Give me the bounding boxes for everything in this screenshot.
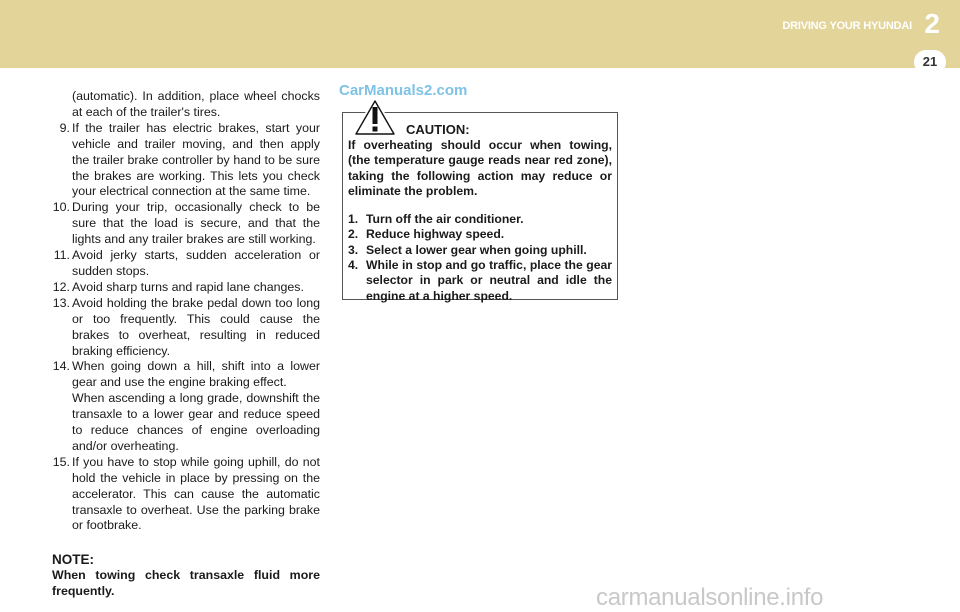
- caution-item: [348, 258, 612, 304]
- item-number: 14.: [52, 359, 70, 374]
- watermark-text: CarManuals2.com: [339, 82, 468, 99]
- caution-item: [348, 212, 612, 227]
- item-text: If the trailer has electric brakes, start your vehicle and trailer moving, and then apply the trailer brake controller by hand to be sure the brakes are working. This lets you check your electrical connection at the same time.: [72, 120, 320, 199]
- item-number: 15.: [52, 454, 70, 469]
- item-text: Avoid jerky starts, sudden acceleration or sudden stops.: [72, 248, 320, 278]
- item-text-main: When going down a hill, shift into a lower gear and use the engine braking effect.: [72, 359, 320, 390]
- caution-title: CAUTION:: [406, 122, 470, 137]
- caution-item-number: 4.: [348, 258, 359, 273]
- caution-item-text: While in stop and go traffic, place the gear selector in park or neutral and idle the engine at a higher speed.: [366, 258, 612, 303]
- warning-triangle-icon: [352, 97, 398, 137]
- caution-item-number: 3.: [348, 242, 359, 257]
- note-heading: NOTE:: [52, 552, 94, 568]
- caution-item-number: 2.: [348, 227, 359, 242]
- page-number: 21: [914, 50, 946, 74]
- list-item: [52, 121, 320, 201]
- caution-item-text: Turn off the air conditioner.: [366, 212, 524, 227]
- list-item: [52, 248, 320, 280]
- caution-item: [348, 243, 612, 258]
- list-item: [52, 200, 320, 248]
- left-column: [52, 89, 320, 600]
- caution-item: [348, 227, 612, 242]
- item-number: 13.: [52, 295, 70, 310]
- intro-text: (automatic). In addition, place wheel chocks at each of the trailer's tires.: [72, 89, 320, 119]
- item-number: 9.: [59, 120, 70, 135]
- caution-item-text: Select a lower gear when going uphill.: [366, 242, 587, 257]
- header-band: [0, 0, 960, 68]
- item-number: 10.: [52, 200, 70, 215]
- note-text: When towing check transaxle fluid more frequently.: [52, 568, 320, 599]
- list-item: [52, 455, 320, 535]
- caution-body: [348, 138, 612, 304]
- item-number: 11.: [53, 248, 70, 263]
- caution-item-number: 1.: [348, 212, 359, 227]
- item-text: Avoid holding the brake pedal down too long or too frequently. This could cause the brakes to overheat, resulting in reduced braking efficiency.: [72, 295, 320, 358]
- footer-watermark: carmanualsonline.info: [596, 584, 824, 611]
- item-text: If you have to stop while going uphill, do not hold the vehicle in place by pressing on the accelerator. This can cause the automatic transaxle to overheat. Use the parking brake or footbrake.: [72, 454, 320, 533]
- item-text: [72, 359, 320, 454]
- item-text: Avoid sharp turns and rapid lane changes.: [72, 279, 304, 294]
- item-text: During your trip, occasionally check to be sure that the load is secure, and that the lights and any trailer brakes are still working.: [72, 200, 320, 247]
- caution-intro: If overheating should occur when towing, (the temperature gauge reads near red zone), taking the following action may reduce or eliminate the problem.: [348, 138, 612, 198]
- list-item: [52, 359, 320, 454]
- caution-list: [348, 212, 612, 304]
- caution-item-text: Reduce highway speed.: [366, 227, 505, 242]
- item-number: 12.: [52, 279, 70, 294]
- item-text-continuation: When ascending a long grade, downshift the transaxle to a lower gear and reduce speed to reduce chances of engine overloading and/or overheating.: [72, 391, 320, 453]
- list-item: [52, 296, 320, 360]
- section-title: DRIVING YOUR HYUNDAI: [782, 20, 912, 32]
- chapter-number: 2: [924, 8, 940, 39]
- list-item: [52, 280, 320, 296]
